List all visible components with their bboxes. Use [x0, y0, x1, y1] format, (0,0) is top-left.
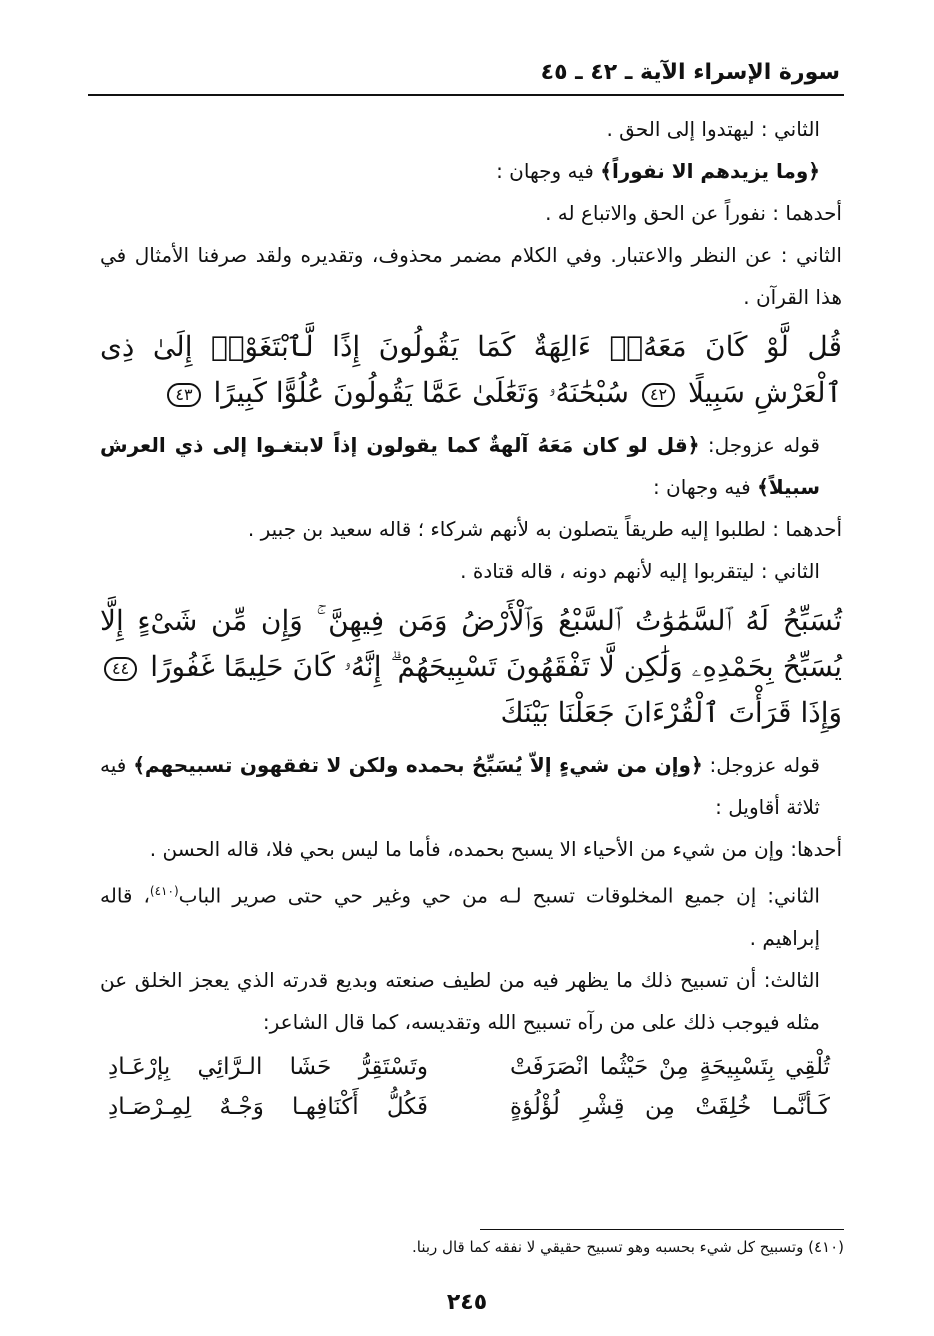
quote-verse-fragment: ﴿وما يزيدهم الا نفوراً﴾: [600, 159, 820, 183]
ayah-number-42: ٤٢: [642, 383, 675, 407]
page-number: ٢٤٥: [446, 1290, 488, 1315]
poem-line: [100, 1087, 842, 1127]
poem-line: [100, 1047, 842, 1087]
paragraph-10: [100, 870, 842, 959]
paragraph-10-text-b: ، قاله إبراهيم .: [100, 883, 820, 950]
poem-hemistich-right: كَـأنَّمـا خُلِقَتْ مِن قِشْرِ لُؤْلُؤةٍ: [510, 1093, 830, 1120]
paragraph-8-quote: ﴿وإن من شيءٍ إلاّ يُسَبِّحُ بحمده ولكن لا تفقهون تسبيحهم﴾: [133, 753, 703, 777]
poem-hemistich-left: فَكُلُّ أَكْنَافِهـا وَجْـهٌ لِمِـرْصَـادِ: [108, 1093, 428, 1120]
quran-block-2: [100, 598, 842, 736]
quran-verse-42: قُل لَّوْ كَانَ مَعَهُۥٓ ءَالِهَةٌ كَمَا يَقُولُونَ إِذًا لَّٱبْتَغَوْا۟ إِلَىٰ ذِى ٱلْعَرْشِ سَبِيلًا: [100, 330, 842, 409]
paragraph-7: الثاني : ليتقربوا إليه لأنهم دونه ، قاله قتادة .: [460, 559, 820, 583]
footnote-410: (٤١٠) وتسبيح كل شيء بحسبه وهو تسبيح حقيقي لا نفقه كما قال ربنا.: [412, 1238, 844, 1256]
paragraph-1: الثاني : ليهتدوا إلى الحق .: [606, 117, 820, 141]
paragraph-8: [100, 744, 842, 828]
quran-verse-43: سُبْحَٰنَهُۥ وَتَعَٰلَىٰ عَمَّا يَقُولُونَ عُلُوًّا كَبِيرًا: [213, 376, 629, 409]
paragraph-2-text: فيه وجهان :: [496, 159, 601, 183]
paragraph-6: أحدهما : لطلبوا إليه طريقاً يتصلون به لأنهم شركاء ؛ قاله سعيد بن جبير .: [247, 517, 842, 541]
paragraph-5-prefix: قوله عزوجل:: [699, 433, 820, 457]
paragraph-3: أحدهما : نفوراً عن الحق والاتباع له .: [545, 201, 842, 225]
paragraph-8-prefix: قوله عزوجل:: [702, 753, 820, 777]
running-header: [88, 56, 844, 96]
quran-verse-45: وَإِذَا قَرَأْتَ ٱلْقُرْءَانَ جَعَلْنَا بَيْنَكَ: [500, 696, 842, 729]
paragraph-4: الثاني : عن النظر والاعتبار. وفي الكلام مضمر محذوف، وتقديره ولقد صرفنا الأمثال في هذا القرآن .: [100, 243, 842, 309]
paragraph-5-quote: ﴿قل لو كان مَعَهُ آلهةٌ كما يقولون إذاً لابتغـوا إلى ذي العرش سبيلاً﴾: [100, 433, 820, 499]
poem-hemistich-right: تُلْقِي بِتَسْبِيحَةٍ مِنْ حَيْثُما انْصَرَفَتْ: [510, 1053, 830, 1080]
paragraph-11: الثالث: أن تسبيح ذلك ما يظهر فيه من لطيف صنعته وبديع قدرته الذي يعجز الخلق عن مثله فيوجب ذلك على من رآه تسبيح الله وتقديسه، كما قال الشاعر:: [100, 967, 820, 1034]
paragraph-2: [100, 150, 842, 192]
paragraph-5-text: فيه وجهان :: [652, 475, 758, 499]
poem: [100, 1047, 842, 1127]
header-title: سورة الإسراء الآية ـ ٤٢ ـ ٤٥: [540, 60, 840, 85]
ayah-number-44: ٤٤: [104, 657, 137, 681]
quran-block-1: [100, 324, 842, 416]
footnote-divider: [480, 1229, 844, 1230]
paragraph-5: [100, 424, 842, 508]
ayah-number-43: ٤٣: [167, 383, 200, 407]
footnote-reference: (٤١٠): [149, 884, 179, 898]
paragraph-9: أحدها: وإن من شيء من الأحياء الا يسبح بحمده، فأما ما ليس بحي فلا، قاله الحسن .: [149, 837, 842, 861]
paragraph-10-text-a: الثاني: إن جميع المخلوقات تسبح لـه من حي وغير حي حتى صرير الباب: [178, 883, 820, 908]
poem-hemistich-left: وتَسْتَقِرُّ حَشَا الـرَّائِي بِإرْعَـادِ: [108, 1053, 428, 1080]
main-text: [100, 108, 842, 1127]
paragraph-8-text: فيه ثلاثة أقاويل :: [100, 753, 820, 819]
quran-verse-44: تُسَبِّحُ لَهُ ٱلسَّمَٰوَٰتُ ٱلسَّبْعُ وَٱلْأَرْضُ وَمَن فِيهِنَّ ۚ وَإِن مِّن شَىْءٍ إِلَّا يُسَبِّحُ بِحَمْدِهِۦ وَلَٰكِن لَّا تَفْقَهُونَ تَسْبِيحَهُمْ ۗ إِنَّهُۥ كَانَ حَلِيمًا غَفُورًا: [100, 604, 842, 683]
